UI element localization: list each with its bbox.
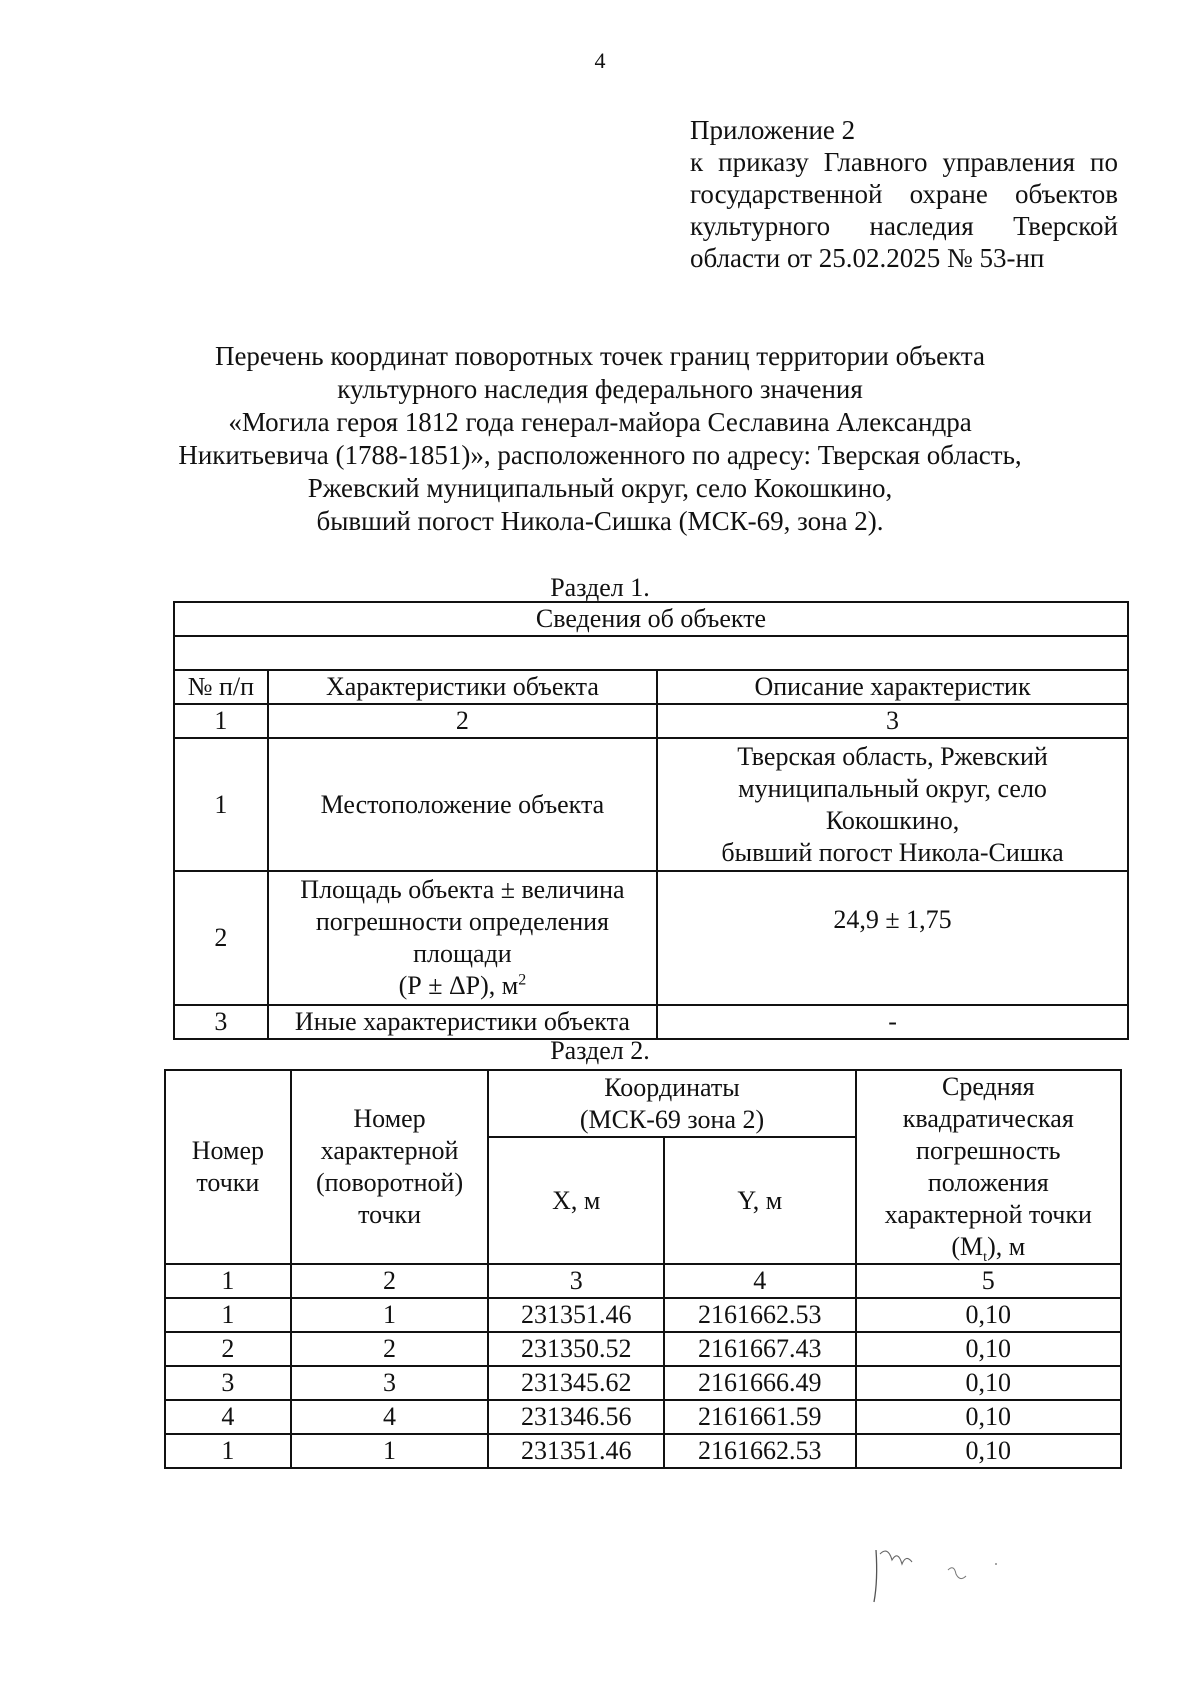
area-formula: (Р ± ΔР), м bbox=[398, 971, 519, 1000]
cell: 1 bbox=[291, 1298, 489, 1332]
table-row bbox=[174, 1005, 1128, 1039]
title-line: «Могила героя 1812 года генерал-майора Сеславина Александра bbox=[228, 407, 972, 437]
header-x: X, м bbox=[488, 1137, 664, 1264]
characteristic-desc bbox=[657, 738, 1128, 871]
column-number: 3 bbox=[657, 704, 1128, 738]
row-number: 2 bbox=[174, 871, 268, 1005]
table-row bbox=[165, 1298, 1121, 1332]
header-line: погрешность bbox=[916, 1136, 1061, 1165]
header-point-number bbox=[165, 1070, 291, 1264]
column-number: 2 bbox=[268, 704, 657, 738]
header-text: (M bbox=[951, 1232, 984, 1261]
header-line: Номер bbox=[191, 1136, 264, 1165]
title-line: Ржевский муниципальный округ, село Кокошкино, bbox=[307, 473, 893, 503]
header-line bbox=[863, 1231, 1114, 1266]
header-subscript: t bbox=[983, 1250, 988, 1266]
cell: 0,10 bbox=[856, 1400, 1121, 1434]
header-cell: Описание характеристик bbox=[657, 670, 1128, 704]
header-line: Средняя bbox=[941, 1072, 1035, 1101]
cell: 231346.56 bbox=[488, 1400, 664, 1434]
header-text: ), м bbox=[987, 1232, 1026, 1261]
cell: 1 bbox=[165, 1298, 291, 1332]
characteristic-desc: 24,9 ± 1,75 bbox=[657, 871, 1128, 1005]
column-number: 2 bbox=[291, 1264, 489, 1298]
appendix-line: государственной охране объектов bbox=[690, 179, 1118, 209]
characteristic-desc: - bbox=[657, 1005, 1128, 1039]
column-number: 1 bbox=[165, 1264, 291, 1298]
cell: 1 bbox=[165, 1434, 291, 1468]
section2-label: Раздел 2. bbox=[550, 1036, 650, 1065]
cell: 3 bbox=[165, 1366, 291, 1400]
coordinates-table bbox=[164, 1069, 1122, 1469]
header-line: Номер bbox=[353, 1104, 426, 1133]
table-row bbox=[165, 1366, 1121, 1400]
header-line: квадратическая bbox=[902, 1104, 1074, 1133]
desc-line: Кокошкино, bbox=[825, 805, 960, 835]
column-number: 4 bbox=[664, 1264, 856, 1298]
name-line: площади bbox=[413, 939, 512, 968]
row-number: 1 bbox=[174, 738, 268, 871]
signature-mark bbox=[868, 1540, 1018, 1610]
cell: 2161662.53 bbox=[664, 1298, 856, 1332]
appendix-block bbox=[690, 114, 1118, 274]
cell: 0,10 bbox=[856, 1366, 1121, 1400]
page-number: 4 bbox=[594, 48, 606, 73]
table-row bbox=[165, 1434, 1121, 1468]
cell: 1 bbox=[291, 1434, 489, 1468]
document-title bbox=[150, 340, 1050, 538]
header-line: (поворотной) bbox=[315, 1168, 464, 1197]
column-number: 3 bbox=[488, 1264, 664, 1298]
table-row bbox=[174, 871, 1128, 1005]
table-row bbox=[174, 738, 1128, 871]
table-title: Сведения об объекте bbox=[174, 602, 1128, 636]
header-line: характерной точки bbox=[884, 1200, 1092, 1229]
appendix-line: Приложение 2 bbox=[690, 115, 856, 145]
row-number: 3 bbox=[174, 1005, 268, 1039]
appendix-line: к приказу Главного управления по bbox=[690, 147, 1118, 177]
header-line: положения bbox=[927, 1168, 1049, 1197]
characteristic-name: Иные характеристики объекта bbox=[268, 1005, 657, 1039]
object-info-table bbox=[173, 601, 1129, 1040]
header-char-point-number bbox=[291, 1070, 489, 1264]
name-line bbox=[275, 970, 650, 1002]
cell: 2 bbox=[291, 1332, 489, 1366]
cell: 231351.46 bbox=[488, 1298, 664, 1332]
name-line: погрешности определения bbox=[315, 907, 610, 936]
cell: 231345.62 bbox=[488, 1366, 664, 1400]
section1-label: Раздел 1. bbox=[550, 573, 650, 602]
cell: 0,10 bbox=[856, 1434, 1121, 1468]
empty-row bbox=[174, 636, 1128, 670]
header-line: точки bbox=[358, 1200, 422, 1229]
area-unit-exponent: 2 bbox=[518, 971, 527, 989]
title-line: бывший погост Никола-Сишка (МСК-69, зона 2). bbox=[316, 506, 884, 536]
cell: 2 bbox=[165, 1332, 291, 1366]
title-line: Перечень координат поворотных точек границ территории объекта bbox=[214, 341, 986, 371]
cell: 3 bbox=[291, 1366, 489, 1400]
cell: 4 bbox=[165, 1400, 291, 1434]
table-row bbox=[165, 1332, 1121, 1366]
header-line: (МСК-69 зона 2) bbox=[579, 1104, 765, 1134]
header-cell: № п/п bbox=[174, 670, 268, 704]
title-line: культурного наследия федерального значения bbox=[337, 374, 863, 404]
column-number: 1 bbox=[174, 704, 268, 738]
header-coordinates bbox=[488, 1070, 855, 1137]
appendix-line: области от 25.02.2025 № 53-нп bbox=[690, 243, 1045, 273]
header-line: точки bbox=[196, 1168, 260, 1197]
desc-line: муниципальный округ, село bbox=[738, 773, 1047, 803]
header-line: Координаты bbox=[604, 1072, 740, 1102]
table-row bbox=[165, 1400, 1121, 1434]
name-line: Площадь объекта ± величина bbox=[300, 875, 625, 904]
column-number: 5 bbox=[856, 1264, 1121, 1298]
cell: 0,10 bbox=[856, 1298, 1121, 1332]
cell: 231350.52 bbox=[488, 1332, 664, 1366]
cell: 2161661.59 bbox=[664, 1400, 856, 1434]
desc-line: бывший погост Никола-Сишка bbox=[721, 837, 1064, 867]
desc-line: Тверская область, Ржевский bbox=[737, 741, 1048, 771]
characteristic-name: Местоположение объекта bbox=[268, 738, 657, 871]
header-y: Y, м bbox=[664, 1137, 856, 1264]
cell: 231351.46 bbox=[488, 1434, 664, 1468]
cell: 2161666.49 bbox=[664, 1366, 856, 1400]
title-line: Никитьевича (1788-1851)», расположенного по адресу: Тверская область, bbox=[178, 440, 1022, 470]
appendix-line: культурного наследия Тверской bbox=[690, 211, 1118, 241]
header-mean-square-error bbox=[856, 1070, 1121, 1264]
header-cell: Характеристики объекта bbox=[268, 670, 657, 704]
cell: 4 bbox=[291, 1400, 489, 1434]
cell: 2161667.43 bbox=[664, 1332, 856, 1366]
characteristic-name bbox=[268, 871, 657, 1005]
cell: 0,10 bbox=[856, 1332, 1121, 1366]
cell: 2161662.53 bbox=[664, 1434, 856, 1468]
header-line: характерной bbox=[320, 1136, 459, 1165]
